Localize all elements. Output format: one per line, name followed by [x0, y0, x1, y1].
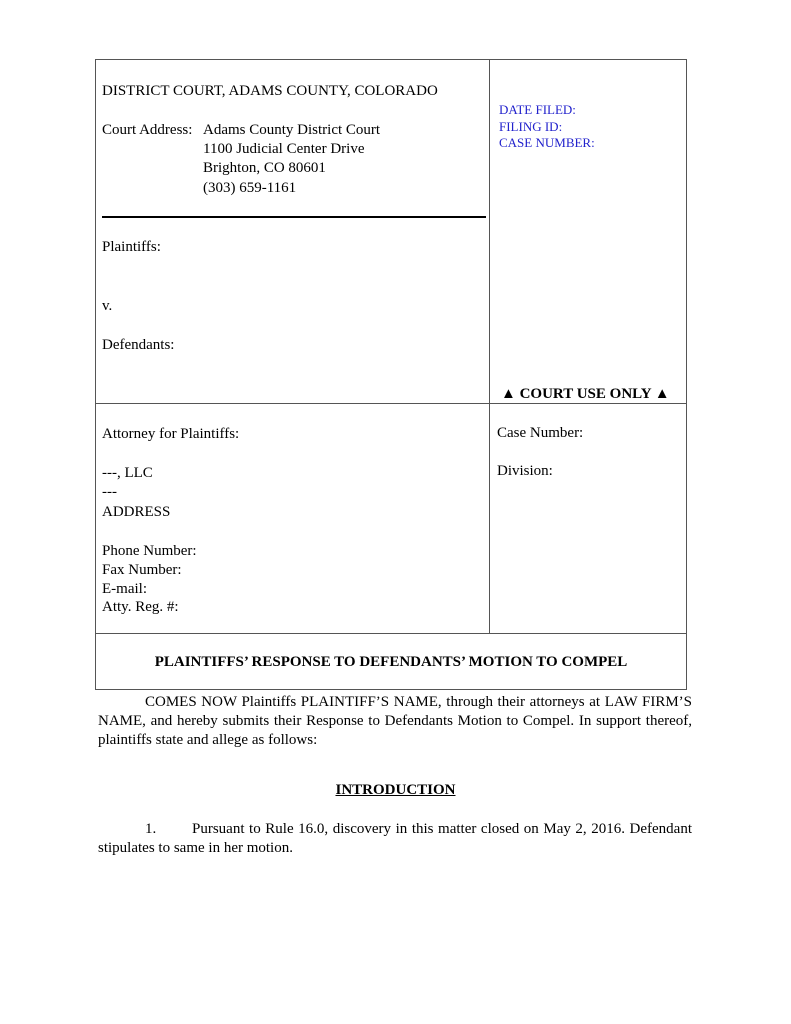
atty-reg-label: Atty. Reg. #:	[102, 599, 179, 615]
intro-paragraph: COMES NOW Plaintiffs PLAINTIFF’S NAME, through their attorneys at LAW FIRM’S NAME, and hereby submits their Response to Defendants Motion to Compel. In support thereof, plaintiffs state and allege as follows:	[98, 694, 692, 748]
attorney-label: Attorney for Plaintiffs:	[102, 426, 240, 442]
court-address-line-2: 1100 Judicial Center Drive	[203, 141, 365, 157]
date-filed-label: DATE FILED:	[499, 102, 576, 117]
phone-label: Phone Number:	[102, 543, 197, 559]
caption-horizontal-divider-2	[96, 633, 686, 634]
court-use-only: ▲ COURT USE ONLY ▲	[501, 386, 670, 402]
numbered-paragraph-1	[98, 820, 692, 858]
caption-horizontal-divider-1	[96, 403, 686, 404]
plaintiffs-label: Plaintiffs:	[102, 239, 161, 255]
paragraph-text: Pursuant to Rule 16.0, discovery in this matter closed on May 2, 2016. Defendant stipulates to same in her motion.	[98, 821, 692, 856]
case-caption-table	[95, 59, 687, 690]
caption-separator	[102, 216, 486, 218]
caption-vertical-divider	[489, 60, 490, 634]
email-label: E-mail:	[102, 581, 147, 597]
defendants-label: Defendants:	[102, 337, 175, 353]
court-address-line-3: Brighton, CO 80601	[203, 160, 326, 176]
case-number-efile-label: CASE NUMBER:	[499, 135, 595, 150]
court-address-line-1: Adams County District Court	[203, 122, 381, 138]
court-name: DISTRICT COURT, ADAMS COUNTY, COLORADO	[102, 83, 438, 99]
court-phone: (303) 659-1161	[203, 180, 297, 196]
division-label: Division:	[497, 463, 553, 479]
introduction-heading: INTRODUCTION	[335, 782, 456, 798]
filing-id-label: FILING ID:	[499, 119, 563, 134]
court-address-label: Court Address:	[102, 122, 193, 138]
paragraph-number: 1.	[145, 821, 157, 837]
firm-line-2: ---	[102, 484, 117, 500]
case-number-label: Case Number:	[497, 425, 584, 441]
firm-name: ---, LLC	[102, 465, 153, 481]
document-title: PLAINTIFFS’ RESPONSE TO DEFENDANTS’ MOTION TO COMPEL	[154, 654, 628, 670]
versus: v.	[102, 298, 113, 314]
firm-address: ADDRESS	[102, 504, 171, 520]
fax-label: Fax Number:	[102, 562, 182, 578]
